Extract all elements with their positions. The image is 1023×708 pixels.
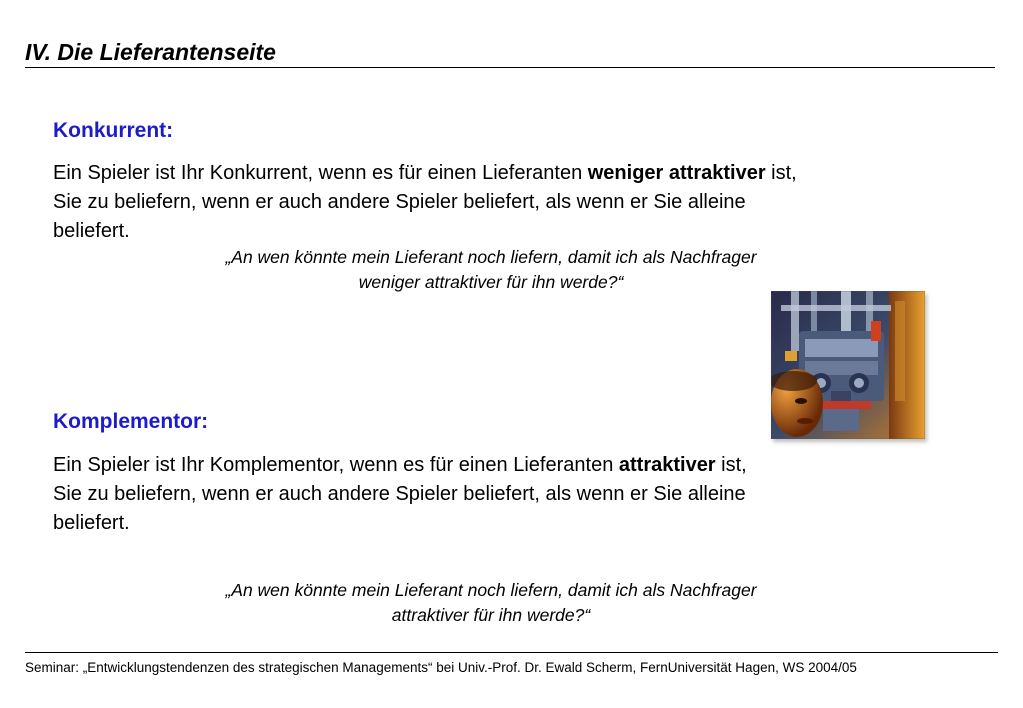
komplementor-line1-bold: attraktiver (618, 454, 716, 476)
machinery-worker-photo (771, 291, 925, 439)
komplementor-heading: Komplementor: (53, 410, 209, 433)
footer-text: Seminar: „Entwicklungstendenzen des strategischen Managements“ bei Univ.-Prof. Dr. Ewald Scherm, FernUniversität Hagen, WS 2004/05 (25, 660, 857, 675)
konkurrent-line1-post: ist, (765, 162, 797, 184)
komplementor-definition-line-1 (53, 451, 953, 480)
konkurrent-definition-line-2: Sie zu beliefern, wenn er auch andere Spieler beliefert, als wenn er Sie alleine (53, 191, 746, 213)
konkurrent-quote (160, 245, 822, 294)
konkurrent-definition (53, 159, 953, 246)
konkurrent-line1-pre: Ein Spieler ist Ihr Konkurrent, wenn es für einen Lieferanten (53, 162, 588, 184)
konkurrent-definition-line-3: beliefert. (53, 220, 130, 242)
konkurrent-heading: Konkurrent: (53, 119, 174, 142)
komplementor-definition (53, 451, 953, 538)
slide-title: IV. Die Lieferantenseite (25, 39, 276, 65)
title-divider (25, 67, 995, 68)
komplementor-quote-line-1: „An wen könnte mein Lieferant noch liefern, damit ich als Nachfrager (225, 580, 757, 600)
konkurrent-quote-line-2: weniger attraktiver für ihn werde?“ (358, 271, 624, 292)
komplementor-quote-line-2: attraktiver für ihn werde?“ (391, 604, 591, 625)
komplementor-line1-post: ist, (715, 454, 747, 476)
komplementor-quote (160, 578, 822, 627)
footer-divider (25, 652, 998, 653)
komplementor-line1-pre: Ein Spieler ist Ihr Komplementor, wenn es für einen Lieferanten (53, 454, 619, 476)
konkurrent-quote-line-1: „An wen könnte mein Lieferant noch liefern, damit ich als Nachfrager (225, 247, 757, 267)
konkurrent-definition-line-1 (53, 159, 953, 188)
konkurrent-line1-bold: weniger attraktiver (587, 162, 766, 184)
komplementor-definition-line-2: Sie zu beliefern, wenn er auch andere Spieler beliefert, als wenn er Sie alleine (53, 483, 746, 505)
komplementor-definition-line-3: beliefert. (53, 512, 130, 534)
